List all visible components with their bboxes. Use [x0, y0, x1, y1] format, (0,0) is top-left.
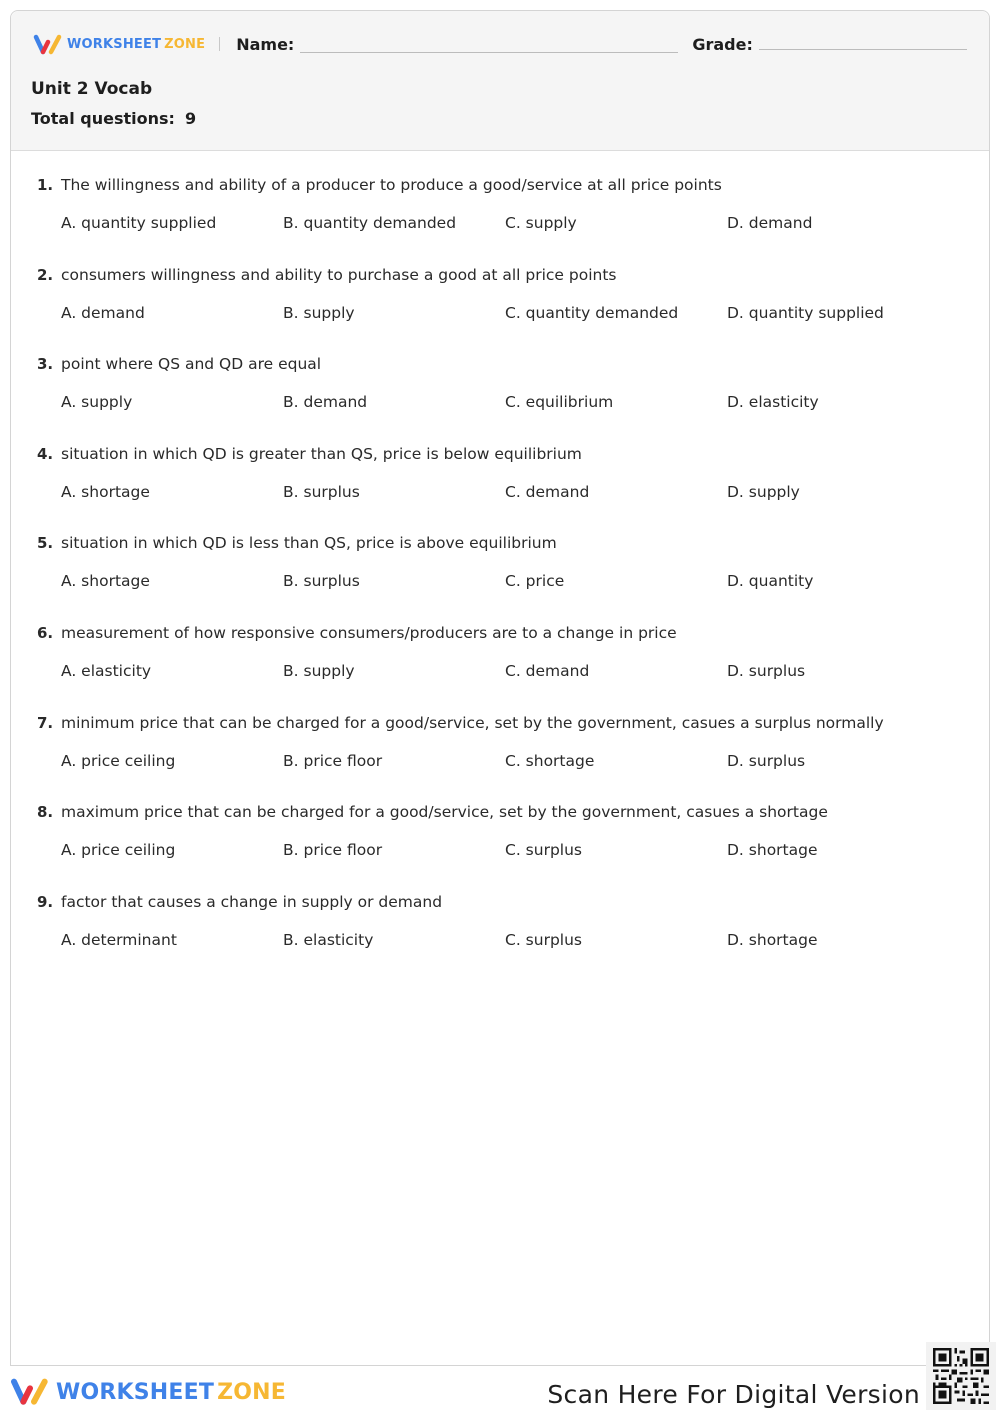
- option-b[interactable]: B. surplus: [283, 572, 360, 591]
- name-label: Name:: [236, 34, 295, 54]
- option-d[interactable]: D. quantity supplied: [727, 303, 884, 322]
- question-text: consumers willingness and ability to purchase a good at all price points: [61, 265, 617, 284]
- option-b[interactable]: B. quantity demanded: [283, 214, 457, 232]
- worksheet-page: [10, 10, 990, 1366]
- option-c[interactable]: C. quantity demanded: [505, 303, 679, 322]
- question-text: situation in which QD is less than QS, price is above equilibrium: [61, 534, 557, 553]
- brand-divider: [219, 37, 220, 51]
- grade-label: Grade:: [692, 34, 753, 54]
- question-number: 2.: [37, 265, 54, 284]
- option-c[interactable]: C. demand: [505, 661, 590, 680]
- total-questions: [31, 109, 196, 128]
- option-d[interactable]: D. elasticity: [727, 393, 819, 412]
- option-c[interactable]: C. surplus: [505, 841, 582, 860]
- option-b[interactable]: B. surplus: [283, 482, 360, 501]
- question-number: 4.: [37, 444, 54, 463]
- grade-field[interactable]: [759, 36, 967, 50]
- option-a[interactable]: A. elasticity: [61, 661, 152, 680]
- option-a[interactable]: A. determinant: [61, 930, 177, 949]
- question: [37, 714, 969, 804]
- question-text: situation in which QD is greater than QS, price is below equilibrium: [61, 444, 582, 463]
- question-text: maximum price that can be charged for a good/service, set by the government, casues a shortage: [61, 803, 828, 822]
- question: [37, 624, 969, 714]
- option-a[interactable]: A. shortage: [61, 572, 150, 591]
- question-number: 7.: [37, 713, 54, 732]
- brand-wordmark: WORKSHEET ZONE: [67, 36, 206, 52]
- option-b[interactable]: B. supply: [283, 661, 355, 680]
- question-number: 5.: [37, 534, 54, 553]
- option-a[interactable]: A. demand: [61, 303, 145, 322]
- option-d[interactable]: D. surplus: [727, 751, 806, 770]
- question-number: 3.: [37, 355, 54, 374]
- option-c[interactable]: C. price: [505, 572, 565, 591]
- question-number: 9.: [37, 892, 54, 911]
- worksheet-zone-logo-icon: [10, 1376, 50, 1408]
- brand-wordmark: WORKSHEET ZONE: [56, 1379, 286, 1405]
- option-a[interactable]: A. quantity supplied: [61, 214, 217, 232]
- name-field[interactable]: [300, 39, 678, 53]
- option-b[interactable]: B. elasticity: [283, 930, 374, 949]
- question: [37, 355, 969, 445]
- question: [37, 445, 969, 535]
- question-list: [37, 176, 969, 982]
- footer-brand: [10, 1376, 286, 1408]
- option-a[interactable]: A. shortage: [61, 482, 150, 501]
- qr-code-icon[interactable]: [926, 1342, 996, 1410]
- worksheet-title: Unit 2 Vocab: [31, 79, 153, 99]
- option-d[interactable]: D. quantity: [727, 572, 814, 591]
- scan-digital-version-text: Scan Here For Digital Version: [547, 1380, 920, 1409]
- option-a[interactable]: A. price ceiling: [61, 841, 176, 860]
- option-c[interactable]: C. demand: [505, 482, 590, 501]
- option-d[interactable]: D. demand: [727, 214, 813, 232]
- option-c[interactable]: C. supply: [505, 214, 577, 232]
- worksheet-zone-logo-icon: [33, 33, 63, 55]
- option-a[interactable]: A. supply: [61, 393, 133, 412]
- option-d[interactable]: D. shortage: [727, 841, 818, 860]
- question: [37, 534, 969, 624]
- option-b[interactable]: B. price floor: [283, 841, 383, 860]
- option-b[interactable]: B. supply: [283, 303, 355, 322]
- option-d[interactable]: D. surplus: [727, 661, 806, 680]
- question-text: measurement of how responsive consumers/producers are to a change in price: [61, 623, 677, 642]
- option-c[interactable]: C. surplus: [505, 930, 582, 949]
- question: [37, 176, 969, 266]
- option-d[interactable]: D. supply: [727, 482, 800, 501]
- option-d[interactable]: D. shortage: [727, 930, 818, 949]
- total-questions-label: Total questions:: [31, 109, 175, 128]
- question-text: point where QS and QD are equal: [61, 355, 322, 374]
- question: [37, 893, 969, 983]
- question: [37, 803, 969, 893]
- option-b[interactable]: B. price floor: [283, 751, 383, 770]
- option-b[interactable]: B. demand: [283, 393, 368, 412]
- question-number: 8.: [37, 803, 54, 822]
- option-c[interactable]: C. equilibrium: [505, 393, 614, 412]
- question-number: 1.: [37, 176, 54, 194]
- worksheet-header: [11, 11, 989, 151]
- question-number: 6.: [37, 623, 54, 642]
- option-c[interactable]: C. shortage: [505, 751, 595, 770]
- question: [37, 266, 969, 356]
- option-a[interactable]: A. price ceiling: [61, 751, 176, 770]
- total-questions-count: 9: [184, 109, 197, 128]
- question-text: The willingness and ability of a producer to produce a good/service at all price points: [61, 176, 722, 194]
- question-text: minimum price that can be charged for a good/service, set by the government, casues a surplus normally: [61, 713, 884, 732]
- brand-row: [33, 31, 967, 57]
- question-text: factor that causes a change in supply or demand: [61, 892, 443, 911]
